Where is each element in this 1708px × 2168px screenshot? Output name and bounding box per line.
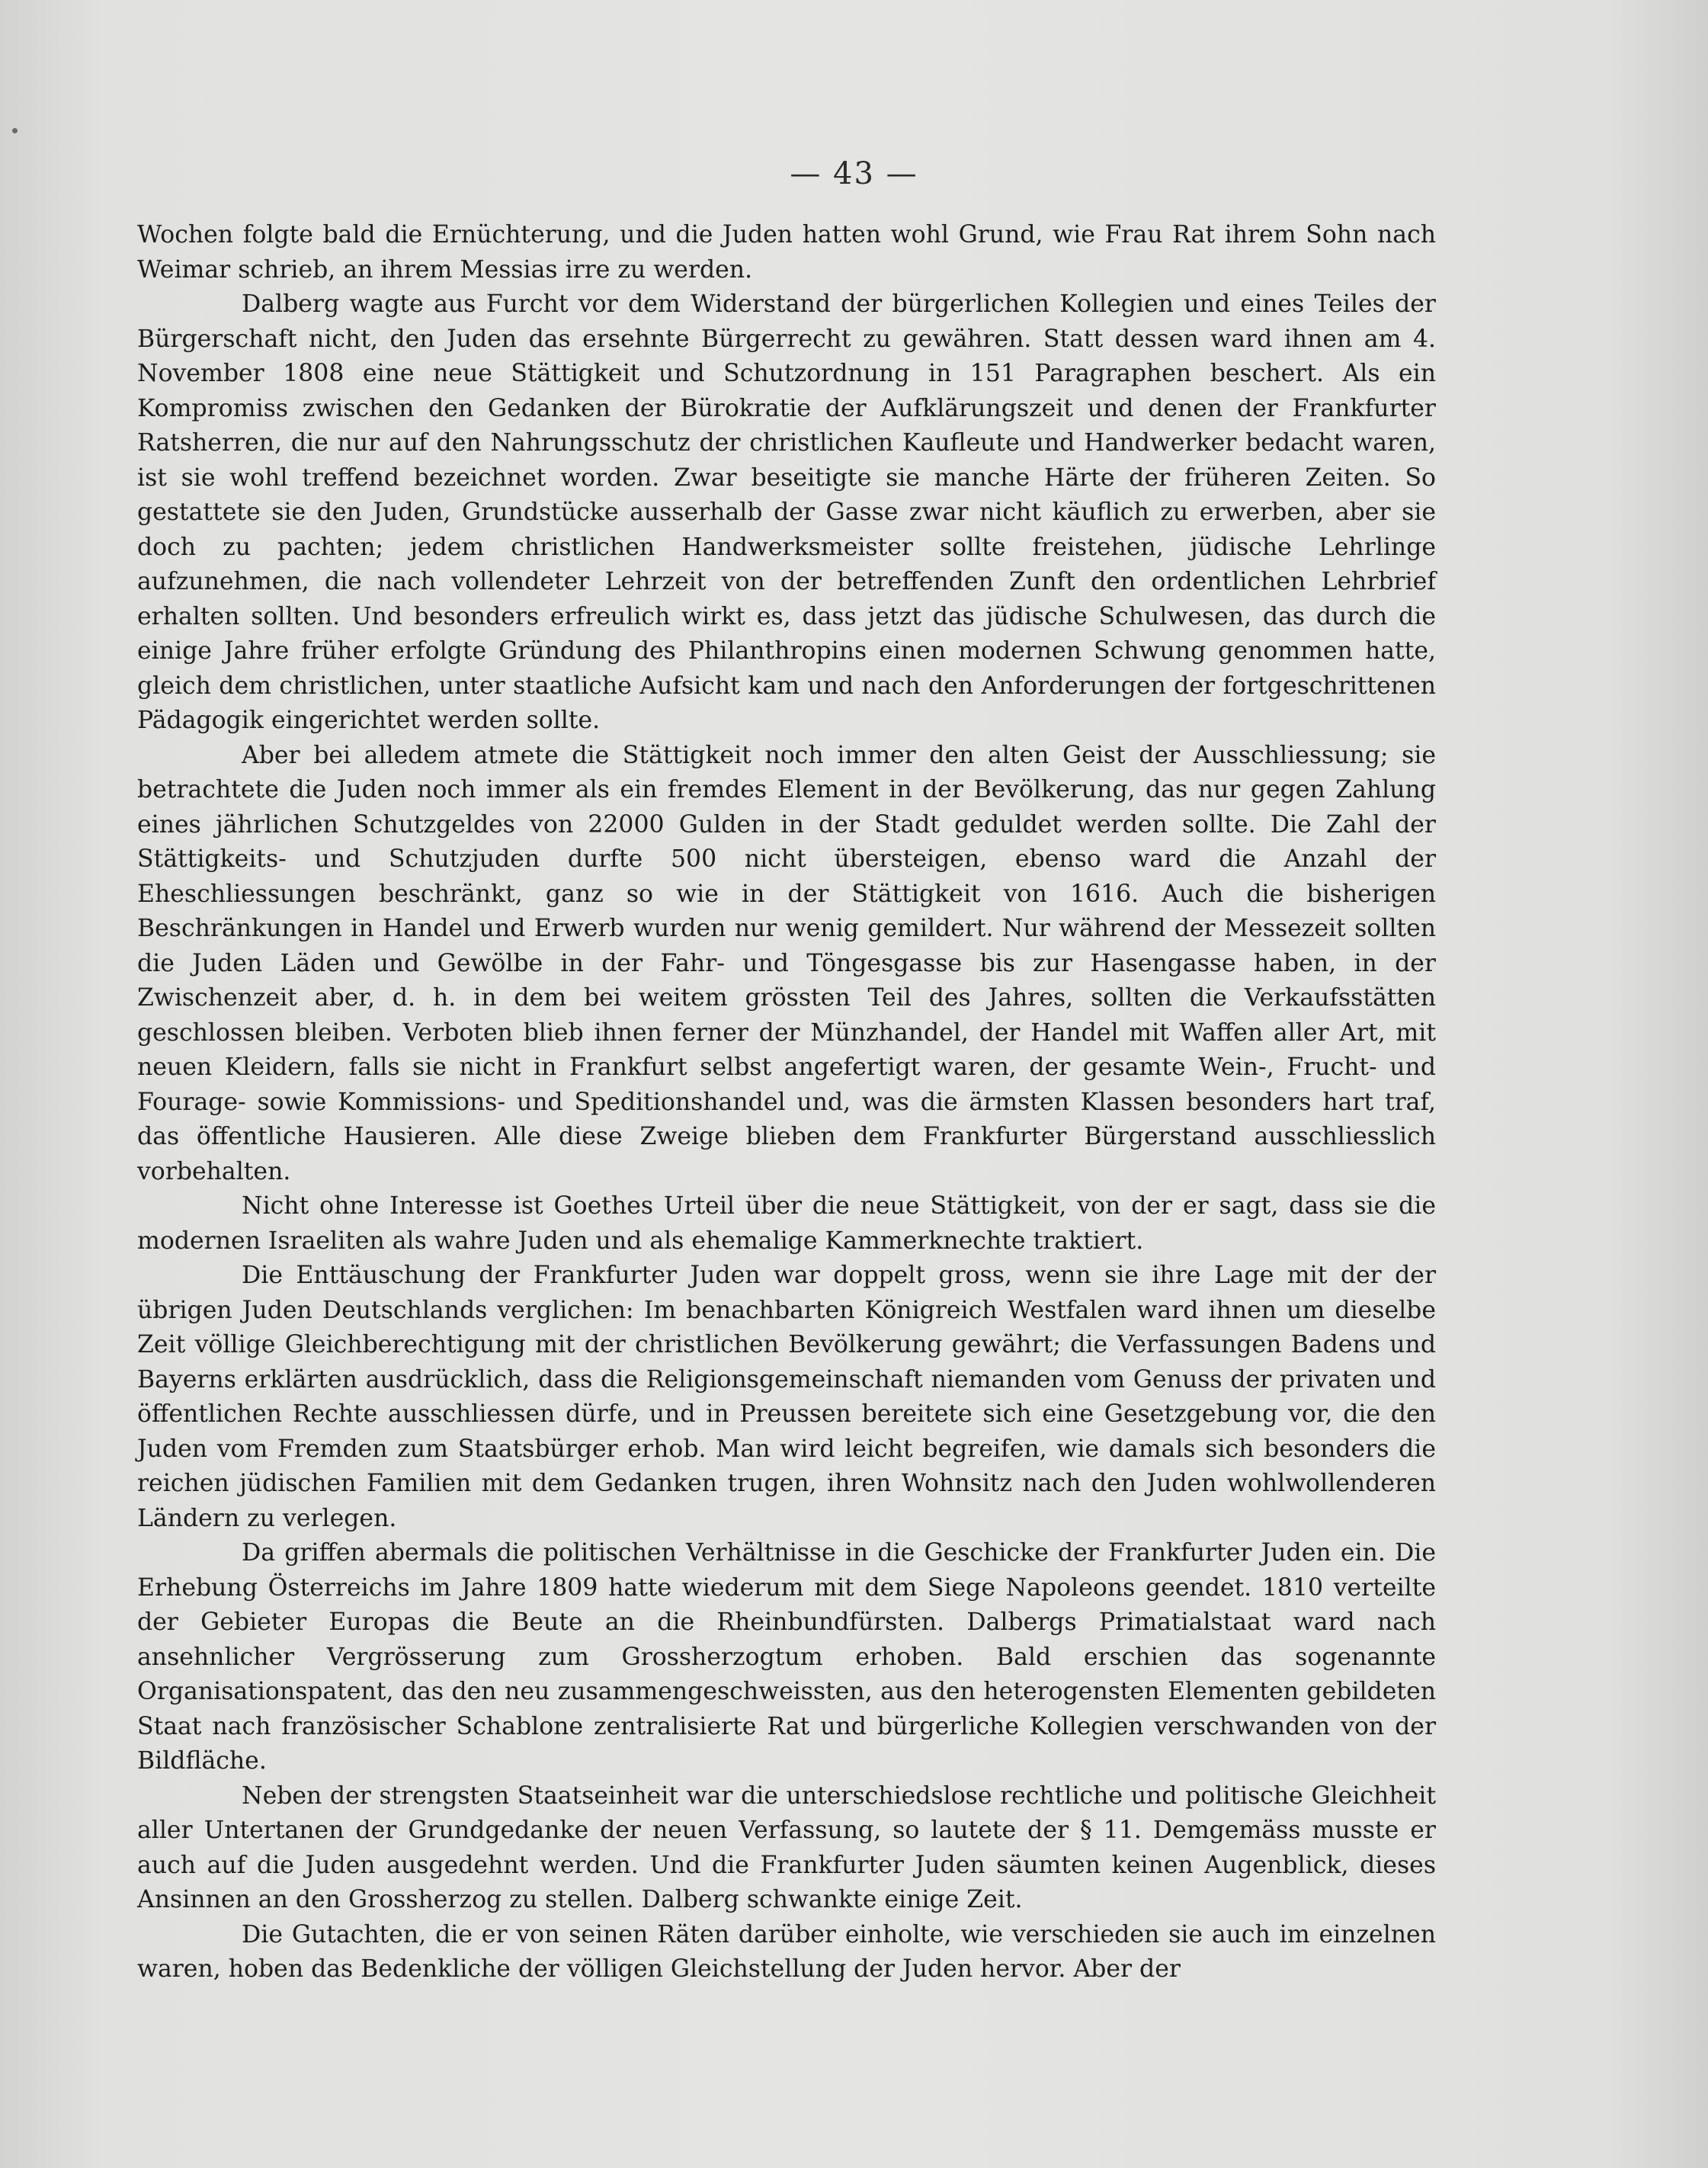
paragraph: Dalberg wagte aus Furcht vor dem Widerstand der bürgerlichen Kollegien und eines Teiles der Bürgerschaft nicht, den Juden das ersehnte Bürgerrecht zu gewähren. Statt dessen ward ihnen am 4. November 1808 eine neue Stättigkeit und Schutzordnung in 151 Paragraphen beschert. Als ein Kompromiss zwischen den Gedanken der Bürokratie der Aufklärungszeit und denen der Frankfurter Ratsherren, die nur auf den Nahrungsschutz der christlichen Kaufleute und Handwerker bedacht waren, ist sie wohl treffend bezeichnet worden. Zwar beseitigte sie manche Härte der früheren Zeiten. So gestattete sie den Juden, Grundstücke ausserhalb der Gasse zwar nicht käuflich zu erwerben, aber sie doch zu pachten; jedem christlichen Handwerksmeister sollte freistehen, jüdische Lehrlinge aufzunehmen, die nach vollendeter Lehrzeit von der betreffenden Zunft den ordentlichen Lehrbrief erhalten sollten. Und besonders erfreulich wirkt es, dass jetzt das jüdische Schulwesen, das durch die einige Jahre früher erfolgte Gründung des Philanthropins einen modernen Schwung genommen hatte, gleich dem christlichen, unter staatliche Aufsicht kam und nach den Anforderungen der fortgeschrittenen Pädagogik eingerichtet werden sollte. (137, 290, 1436, 734)
scan-speck (12, 128, 18, 133)
paragraph: Die Enttäuschung der Frankfurter Juden war doppelt gross, wenn sie ihre Lage mit der der übrigen Juden Deutschlands verglichen: Im benachbarten Königreich Westfalen ward ihnen um dieselbe Zeit völlige Gleichberechtigung mit der christlichen Bevölkerung gewährt; die Verfassungen Badens und Bayerns erklärten ausdrücklich, dass die Religionsgemeinschaft niemanden vom Genuss der privaten und öffentlichen Rechte ausschliessen dürfe, und in Preussen bereitete sich eine Gesetzgebung vor, die den Juden vom Fremden zum Staatsbürger erhob. Man wird leicht begreifen, wie damals sich besonders die reichen jüdischen Familien mit dem Gedanken trugen, ihren Wohnsitz nach den Juden wohlwollenderen Ländern zu verlegen. (137, 1262, 1436, 1532)
paragraph: Da griffen abermals die politischen Verhältnisse in die Geschicke der Frankfurter Juden ein. Die Erhebung Österreichs im Jahre 1809 hatte wiederum mit dem Siege Napoleons geendet. 1810 verteilte der Gebieter Europas die Beute an die Rheinbundfürsten. Dalbergs Primatialstaat ward nach ansehnlicher Vergrösserung zum Grossherzogtum erhoben. Bald erschien das sogenannte Organisationspatent, das den neu zusammengeschweissten, aus den heterogensten Elementen gebildeten Staat nach französischer Schablone zentralisierte Rat und bürgerliche Kollegien verschwanden von der Bildfläche. (137, 1539, 1436, 1775)
paragraph: Wochen folgte bald die Ernüchterung, und die Juden hatten wohl Grund, wie Frau Rat ihrem Sohn nach Weimar schrieb, an ihrem Messias irre zu werden. (137, 221, 1436, 284)
paragraph: Die Gutachten, die er von seinen Räten darüber einholte, wie verschieden sie auch im einzelnen waren, hoben das Bedenkliche der völligen Gleichstellung der Juden hervor. Aber der (137, 1920, 1436, 1983)
paragraph: Neben der strengsten Staatseinheit war die unterschiedslose rechtliche und politische Gleichheit aller Untertanen der Grundgedanke der neuen Verfassung, so lautete der § 11. Demgemäss musste er auch auf die Juden ausgedehnt werden. Und die Frankfurter Juden säumten keinen Augenblick, dieses Ansinnen an den Grossherzog zu stellen. Dalberg schwankte einige Zeit. (137, 1782, 1436, 1913)
body-text (137, 218, 1436, 1987)
paragraph: Aber bei alledem atmete die Stättigkeit noch immer den alten Geist der Ausschliessung; sie betrachtete die Juden noch immer als ein fremdes Element in der Bevölkerung, das nur gegen Zahlung eines jährlichen Schutzgeldes von 22000 Gulden in der Stadt geduldet werden sollte. Die Zahl der Stättigkeits- und Schutzjuden durfte 500 nicht übersteigen, ebenso ward die Anzahl der Eheschliessungen beschränkt, ganz so wie in der Stättigkeit von 1616. Auch die bisherigen Beschränkungen in Handel und Erwerb wurden nur wenig gemildert. Nur während der Messezeit sollten die Juden Läden und Gewölbe in der Fahr- und Töngesgasse bis zur Hasengasse haben, in der Zwischenzeit aber, d. h. in dem bei weitem grössten Teil des Jahres, sollten die Verkaufsstätten geschlossen bleiben. Verboten blieb ihnen ferner der Münzhandel, der Handel mit Waffen aller Art, mit neuen Kleidern, falls sie nicht in Frankfurt selbst angefertigt waren, der gesamte Wein-, Frucht- und Fourage- sowie Kommissions- und Speditionshandel und, was die ärmsten Klassen besonders hart traf, das öffentliche Hausieren. Alle diese Zweige blieben dem Frankfurter Bürgerstand ausschliesslich vorbehalten. (137, 741, 1436, 1185)
page-number: — 43 — (790, 156, 918, 191)
paragraph: Nicht ohne Interesse ist Goethes Urteil über die neue Stättigkeit, von der er sagt, dass sie die modernen Israeliten als wahre Juden und als ehemalige Kammerknechte traktiert. (137, 1192, 1436, 1255)
